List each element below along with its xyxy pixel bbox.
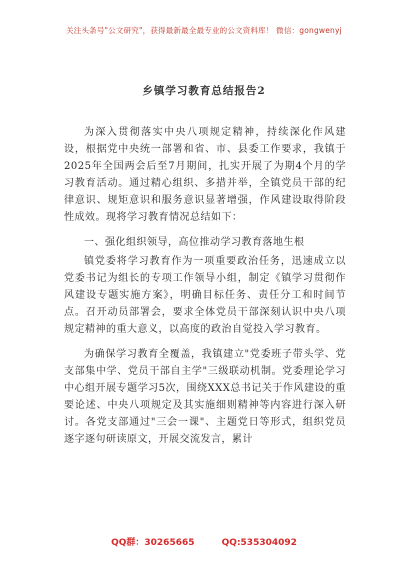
footer-qq-number: QQ:535304092 <box>221 538 297 548</box>
footer-contact <box>0 535 408 548</box>
header-banner: 关注头条号"公文研究"，获得最新最全最专业的公文资料库！ 微信：gongwenyj <box>66 26 342 35</box>
intro-paragraph: 为深入贯彻落实中央八项规定精神，持续深化作风建设，根据党中央统一部署和省、市、县委工作要求，我镇于2025年全国两会后至7月期间，扎实开展了为期4个月的学习教育活动。通过精心组织、多措并举，全镇党员干部的纪律意识、规矩意识和服务意识显著增强，作风建设取得阶段性成效。现将学习教育情况总结如下： <box>64 127 346 223</box>
body-paragraph-1: 镇党委将学习教育作为一项重要政治任务，迅速成立以党委书记为组长的专项工作领导小组，制定《镇学习贯彻作风建设专题实施方案》，明确目标任务、责任分工和时间节点。召开动员部署会，要求全体党员干部深刻认识中央八项规定精神的重大意义，以高度的政治自觉投入学习教育。 <box>64 256 346 335</box>
document-body <box>64 124 346 456</box>
section-heading: 一、强化组织领导，高位推动学习教育落地生根 <box>84 237 305 248</box>
body-paragraph-2: 为确保学习教育全覆盖，我镇建立"党委班子带头学、党支部集中学、党员干部自主学"三级联动机制。党委理论学习中心组开展专题学习5次，围绕XXX总书记关于作风建设的重要论述、中央八项规定及其实施细则精神等内容进行深入研讨。各党支部通过"三会一课"、主题党日等形式，组织党员逐字逐句研读原文，开展交流发言，累计 <box>64 349 346 445</box>
footer-qq-group: QQ群：30265665 <box>111 538 195 548</box>
document-title: 乡镇学习教育总结报告2 <box>142 85 266 97</box>
